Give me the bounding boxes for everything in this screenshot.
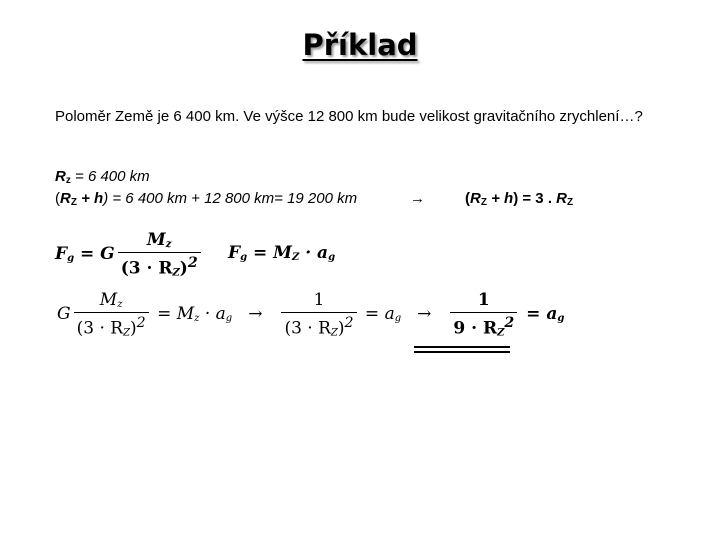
d1-eq-sub: z — [194, 312, 200, 324]
d2-den-sub: Z — [330, 327, 338, 339]
d2-den-end: ) — [337, 318, 345, 339]
plus-h: + h — [76, 190, 104, 207]
d1-den-power: 2 — [136, 315, 146, 331]
d2-eq: = a — [359, 303, 395, 324]
d3-fraction — [450, 290, 517, 339]
d1-rest-sub: g — [225, 312, 233, 324]
d2-eq-sub: g — [394, 312, 402, 324]
distance-sum: ) = 6 400 km + 12 800 km= 19 200 km — [103, 190, 358, 207]
a-subscript: g — [328, 252, 336, 263]
d1-den-text: (3 · R — [76, 318, 124, 339]
d3-den-power: 2 — [504, 315, 515, 331]
paren-open: ( — [55, 190, 60, 207]
times-a: · a — [299, 243, 329, 263]
m-symbol: M — [146, 230, 166, 250]
d1-numerator — [97, 290, 126, 312]
r-subscript: Z — [70, 197, 77, 208]
d1-denominator — [74, 312, 149, 339]
d3-numerator: 1 — [477, 290, 490, 310]
double-underline-top — [414, 346, 510, 348]
arrow-3: → — [417, 303, 432, 324]
res-sub2: Z — [567, 197, 574, 208]
d2-numerator: 1 — [313, 290, 325, 310]
d3-den-sub: Z — [497, 327, 505, 339]
d2-denominator — [281, 312, 356, 339]
newton-second-law — [228, 243, 335, 263]
d3-denominator — [450, 312, 517, 339]
result-ratio — [465, 190, 573, 208]
given-earth-radius — [55, 168, 150, 186]
given-total-distance — [55, 190, 357, 208]
d3-den-text: 9 · R — [453, 318, 498, 339]
d1-m: M — [99, 290, 118, 310]
rz-value: = 6 400 km — [70, 168, 150, 185]
fg2-symbol: F — [228, 243, 241, 263]
fraction-denominator — [118, 252, 201, 279]
eq-m: = M — [247, 243, 292, 263]
d2-fraction — [281, 290, 356, 339]
den-power: 2 — [187, 255, 198, 271]
d1-den-sub: Z — [123, 327, 131, 339]
m-subscript: z — [165, 239, 172, 250]
fg-symbol: F — [55, 243, 68, 264]
res-sub: Z — [480, 197, 487, 208]
d1-m-sub: z — [117, 299, 123, 310]
arrow-1: → — [410, 190, 425, 207]
d3-eq-sub: g — [557, 312, 565, 324]
mass-fraction — [118, 230, 201, 279]
fg2-subscript: g — [240, 252, 248, 263]
res-mid: ) = 3 . — [513, 190, 557, 207]
d1-rest: · a — [199, 303, 226, 324]
fraction-numerator — [144, 230, 175, 252]
d1-fraction — [74, 290, 149, 339]
slide-title: Příklad — [302, 28, 418, 62]
gravity-formula — [55, 230, 204, 279]
res-r: R — [470, 190, 481, 207]
d2-den-text: (3 · R — [284, 318, 331, 339]
d3-eq: = a — [520, 303, 558, 324]
d2-den-power: 2 — [344, 315, 354, 331]
den-subscript: Z — [172, 267, 180, 279]
den-text: (3 · R — [120, 258, 173, 279]
r-symbol: R — [60, 190, 71, 207]
res-plus: + h — [486, 190, 514, 207]
m2-subscript: Z — [291, 252, 300, 263]
g-constant: G — [57, 303, 71, 324]
eq-g: = G — [74, 243, 115, 264]
derivation-line — [57, 290, 564, 339]
den-end: ) — [179, 258, 188, 279]
problem-statement: Poloměr Země je 6 400 km. Ve výšce 12 800 km bude velikost gravitačního zrychlení…? — [55, 108, 643, 125]
fg-subscript: g — [67, 252, 75, 264]
arrow-2: → — [248, 303, 263, 324]
rz-symbol: R — [55, 168, 66, 185]
d1-den-end: ) — [130, 318, 137, 339]
res-r2: R — [556, 190, 567, 207]
rz-subscript: z — [65, 175, 71, 186]
double-underline-bottom — [414, 351, 510, 353]
d1-eq: = M — [151, 303, 195, 324]
res-open: ( — [465, 190, 470, 207]
